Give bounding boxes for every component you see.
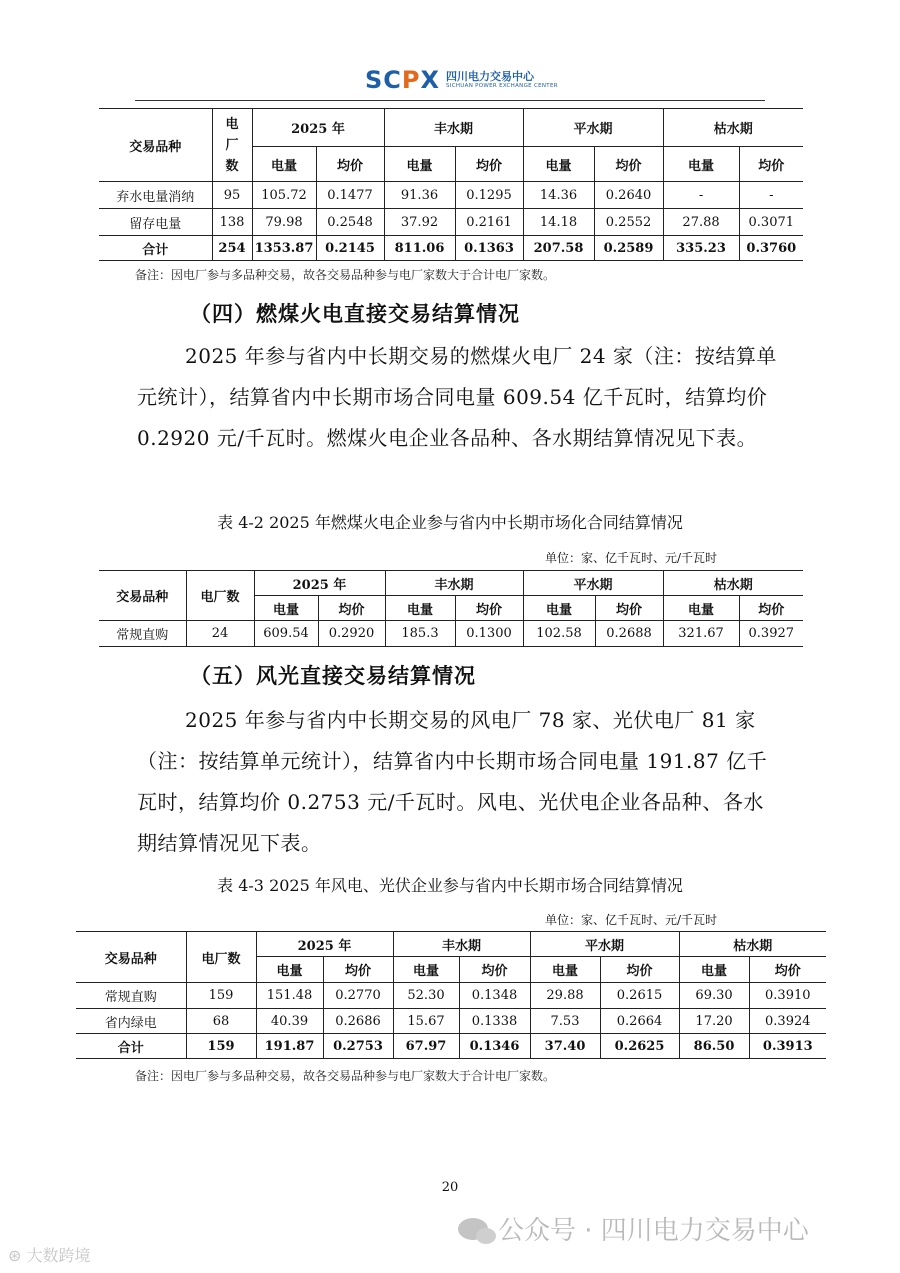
cell-wet-price: 0.1346 bbox=[459, 1034, 530, 1059]
wechat-watermark bbox=[458, 1210, 809, 1247]
subheader-price: 均价 bbox=[749, 957, 826, 983]
subheader-price: 均价 bbox=[739, 147, 803, 182]
col-header-dry: 枯水期 bbox=[663, 571, 803, 596]
cell-wet-price: 0.1363 bbox=[455, 236, 523, 261]
cell-flat-price: 0.2552 bbox=[594, 209, 663, 236]
cell-dry-price: - bbox=[739, 182, 803, 209]
corner-watermark bbox=[8, 1243, 91, 1266]
table-row bbox=[99, 182, 803, 209]
table-caption: 表 4-2 2025 年燃煤火电企业参与省内中长期市场化合同结算情况 bbox=[217, 513, 683, 532]
subheader-price: 均价 bbox=[600, 957, 679, 983]
cell-wet-price: 0.1300 bbox=[455, 621, 523, 647]
subheader-price: 均价 bbox=[594, 147, 663, 182]
cell-flat-price: 0.2640 bbox=[594, 182, 663, 209]
cell-flat-qty: 102.58 bbox=[523, 621, 595, 647]
cell-dry-price: 0.3760 bbox=[739, 236, 803, 261]
table-unit: 单位：家、亿千瓦时、元/千瓦时 bbox=[545, 551, 718, 565]
cell-plants: 159 bbox=[186, 983, 256, 1009]
cell-flat-price: 0.2688 bbox=[595, 621, 663, 647]
cell-2025-price: 0.2686 bbox=[323, 1009, 393, 1034]
cell-dry-price: 0.3071 bbox=[739, 209, 803, 236]
cell-type: 常规直购 bbox=[99, 621, 186, 647]
cell-flat-qty: 29.88 bbox=[530, 983, 600, 1009]
weibo-icon: ⊛ bbox=[8, 1246, 27, 1265]
cell-dry-qty: 321.67 bbox=[663, 621, 739, 647]
cell-type: 合计 bbox=[76, 1034, 186, 1059]
cell-2025-qty: 609.54 bbox=[254, 621, 318, 647]
cell-wet-qty: 185.3 bbox=[385, 621, 455, 647]
col-header-type: 交易品种 bbox=[99, 571, 186, 621]
cell-wet-price: 0.1348 bbox=[459, 983, 530, 1009]
table-note: 备注：因电厂参与多品种交易，故各交易品种参与电厂家数大于合计电厂家数。 bbox=[135, 1069, 556, 1083]
cell-dry-price: 0.3927 bbox=[739, 621, 803, 647]
section-heading: （五）风光直接交易结算情况 bbox=[190, 663, 476, 688]
cell-type: 弃水电量消纳 bbox=[99, 182, 212, 209]
cell-wet-price: 0.1338 bbox=[459, 1009, 530, 1034]
table-hydro-settlement bbox=[99, 108, 803, 261]
col-header-type: 交易品种 bbox=[76, 932, 186, 983]
logo-mark: SCPX bbox=[365, 66, 441, 94]
table-row bbox=[99, 621, 803, 647]
cell-2025-price: 0.2548 bbox=[316, 209, 384, 236]
table-wind-solar-settlement bbox=[76, 931, 826, 1059]
col-header-wet: 丰水期 bbox=[393, 932, 530, 957]
subheader-qty: 电量 bbox=[663, 147, 739, 182]
cell-2025-price: 0.2145 bbox=[316, 236, 384, 261]
subheader-price: 均价 bbox=[595, 596, 663, 621]
col-header-2025: 2025 年 bbox=[254, 571, 385, 596]
subheader-qty: 电量 bbox=[254, 596, 318, 621]
col-header-plants: 电厂数 bbox=[186, 571, 254, 621]
col-header-flat: 平水期 bbox=[523, 571, 663, 596]
cell-flat-price: 0.2615 bbox=[600, 983, 679, 1009]
cell-wet-qty: 15.67 bbox=[393, 1009, 459, 1034]
cell-plants: 159 bbox=[186, 1034, 256, 1059]
table-note: 备注：因电厂参与多品种交易，故各交易品种参与电厂家数大于合计电厂家数。 bbox=[135, 268, 556, 282]
cell-plants: 138 bbox=[212, 209, 252, 236]
cell-dry-qty: - bbox=[663, 182, 739, 209]
cell-2025-price: 0.1477 bbox=[316, 182, 384, 209]
subheader-qty: 电量 bbox=[252, 147, 316, 182]
cell-plants: 68 bbox=[186, 1009, 256, 1034]
cell-wet-qty: 811.06 bbox=[384, 236, 455, 261]
cell-dry-qty: 17.20 bbox=[679, 1009, 749, 1034]
cell-wet-price: 0.1295 bbox=[455, 182, 523, 209]
cell-wet-qty: 37.92 bbox=[384, 209, 455, 236]
cell-dry-qty: 86.50 bbox=[679, 1034, 749, 1059]
cell-2025-qty: 151.48 bbox=[256, 983, 323, 1009]
cell-plants: 95 bbox=[212, 182, 252, 209]
cell-wet-qty: 91.36 bbox=[384, 182, 455, 209]
table-caption: 表 4-3 2025 年风电、光伏企业参与省内中长期市场合同结算情况 bbox=[217, 876, 683, 895]
subheader-price: 均价 bbox=[318, 596, 385, 621]
wechat-icon bbox=[458, 1218, 488, 1240]
cell-flat-qty: 7.53 bbox=[530, 1009, 600, 1034]
col-header-type: 交易品种 bbox=[99, 109, 212, 182]
cell-dry-qty: 335.23 bbox=[663, 236, 739, 261]
table-unit: 单位：家、亿千瓦时、元/千瓦时 bbox=[545, 913, 718, 927]
table-coal-settlement bbox=[99, 570, 803, 647]
scpx-logo bbox=[365, 66, 558, 94]
subheader-qty: 电量 bbox=[679, 957, 749, 983]
cell-wet-qty: 52.30 bbox=[393, 983, 459, 1009]
cell-flat-price: 0.2625 bbox=[600, 1034, 679, 1059]
cell-type: 省内绿电 bbox=[76, 1009, 186, 1034]
cell-2025-price: 0.2753 bbox=[323, 1034, 393, 1059]
cell-flat-qty: 14.18 bbox=[523, 209, 594, 236]
cell-wet-qty: 67.97 bbox=[393, 1034, 459, 1059]
subheader-qty: 电量 bbox=[523, 147, 594, 182]
page-number: 20 bbox=[441, 1180, 459, 1195]
cell-dry-price: 0.3910 bbox=[749, 983, 826, 1009]
section-paragraph: 2025 年参与省内中长期交易的燃煤火电厂 24 家（注：按结算单元统计），结算省内中长期市场合同电量 609.54 亿千瓦时，结算均价 0.2920 元/千瓦时。燃煤火电企业各品种、各水期结算情况见下表。 bbox=[137, 344, 777, 450]
cell-flat-qty: 14.36 bbox=[523, 182, 594, 209]
cell-dry-qty: 69.30 bbox=[679, 983, 749, 1009]
subheader-qty: 电量 bbox=[384, 147, 455, 182]
header-rule bbox=[135, 100, 765, 101]
col-header-flat: 平水期 bbox=[523, 109, 663, 147]
subheader-price: 均价 bbox=[459, 957, 530, 983]
cell-flat-qty: 207.58 bbox=[523, 236, 594, 261]
col-header-dry: 枯水期 bbox=[663, 109, 803, 147]
col-header-dry: 枯水期 bbox=[679, 932, 826, 957]
corner-watermark-text: 大数跨境 bbox=[26, 1246, 91, 1265]
cell-2025-qty: 105.72 bbox=[252, 182, 316, 209]
subheader-qty: 电量 bbox=[663, 596, 739, 621]
table-row bbox=[76, 1009, 826, 1034]
cell-2025-price: 0.2920 bbox=[318, 621, 385, 647]
cell-2025-qty: 79.98 bbox=[252, 209, 316, 236]
table-row-total bbox=[99, 236, 803, 261]
cell-plants: 24 bbox=[186, 621, 254, 647]
col-header-plants: 电厂数 bbox=[186, 932, 256, 983]
table-row-total bbox=[76, 1034, 826, 1059]
subheader-price: 均价 bbox=[455, 596, 523, 621]
logo-en-name: SICHUAN POWER EXCHANGE CENTER bbox=[446, 82, 558, 89]
cell-2025-qty: 191.87 bbox=[256, 1034, 323, 1059]
cell-type: 合计 bbox=[99, 236, 212, 261]
cell-flat-price: 0.2589 bbox=[594, 236, 663, 261]
cell-2025-price: 0.2770 bbox=[323, 983, 393, 1009]
section-paragraph: 2025 年参与省内中长期交易的风电厂 78 家、光伏电厂 81 家（注：按结算单元统计），结算省内中长期市场合同电量 191.87 亿千瓦时，结算均价 0.2753 元/千瓦时。风电、光伏电企业各品种、各水期结算情况见下表。 bbox=[137, 708, 768, 855]
subheader-price: 均价 bbox=[739, 596, 803, 621]
col-header-flat: 平水期 bbox=[530, 932, 679, 957]
col-header-wet: 丰水期 bbox=[385, 571, 523, 596]
cell-2025-qty: 40.39 bbox=[256, 1009, 323, 1034]
cell-wet-price: 0.2161 bbox=[455, 209, 523, 236]
subheader-price: 均价 bbox=[316, 147, 384, 182]
subheader-qty: 电量 bbox=[393, 957, 459, 983]
cell-dry-qty: 27.88 bbox=[663, 209, 739, 236]
cell-2025-qty: 1353.87 bbox=[252, 236, 316, 261]
col-header-plants: 电厂数 bbox=[212, 109, 252, 182]
table-row bbox=[76, 983, 826, 1009]
subheader-price: 均价 bbox=[455, 147, 523, 182]
subheader-qty: 电量 bbox=[385, 596, 455, 621]
subheader-qty: 电量 bbox=[530, 957, 600, 983]
cell-flat-price: 0.2664 bbox=[600, 1009, 679, 1034]
col-header-wet: 丰水期 bbox=[384, 109, 523, 147]
col-header-2025: 2025 年 bbox=[252, 109, 384, 147]
section-heading: （四）燃煤火电直接交易结算情况 bbox=[190, 301, 520, 326]
table-row bbox=[99, 209, 803, 236]
cell-dry-price: 0.3924 bbox=[749, 1009, 826, 1034]
cell-flat-qty: 37.40 bbox=[530, 1034, 600, 1059]
cell-type: 留存电量 bbox=[99, 209, 212, 236]
subheader-qty: 电量 bbox=[256, 957, 323, 983]
logo-cn-name: 四川电力交易中心 bbox=[446, 69, 535, 83]
cell-dry-price: 0.3913 bbox=[749, 1034, 826, 1059]
cell-type: 常规直购 bbox=[76, 983, 186, 1009]
subheader-price: 均价 bbox=[323, 957, 393, 983]
col-header-2025: 2025 年 bbox=[256, 932, 393, 957]
subheader-qty: 电量 bbox=[523, 596, 595, 621]
cell-plants: 254 bbox=[212, 236, 252, 261]
watermark-text: 公众号 · 四川电力交易中心 bbox=[498, 1216, 809, 1246]
